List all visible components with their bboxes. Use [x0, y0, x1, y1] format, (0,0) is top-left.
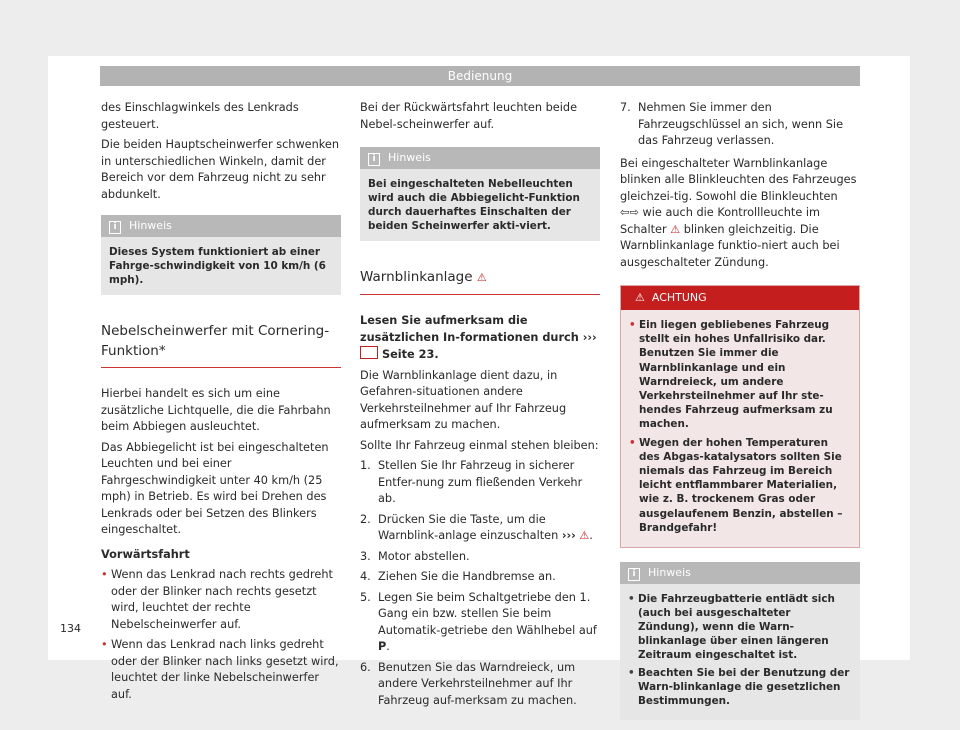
- turn-signal-icon: ⇦⇨: [620, 206, 639, 219]
- column-1: [101, 100, 341, 707]
- note-title: Hinweis: [388, 151, 431, 164]
- paragraph: [620, 156, 860, 272]
- warning-triangle-icon: ⚠: [579, 529, 590, 542]
- list-item: 5. Legen Sie beim Schaltgetriebe den 1. Gang ein bzw. stellen Sie beim Automatik-getriebe den Wählhebel auf P.: [360, 590, 597, 653]
- note-title: Hinweis: [648, 566, 691, 580]
- list-item: [360, 660, 600, 710]
- bullet-item: • Beachten Sie bei der Benutzung der Warn-blinkanlage die gesetzlichen Bestimmungen.: [628, 666, 852, 708]
- step-text: Ziehen Sie die Handbremse an.: [378, 570, 556, 583]
- warning-triangle-icon: ⚠: [476, 271, 487, 284]
- list-item: [360, 549, 600, 566]
- steps-list-continued: [620, 100, 860, 150]
- book-icon: [360, 346, 378, 359]
- paragraph-part: wie auch die Kontrollleuchte im Schalter: [620, 206, 821, 236]
- bullet-item: • Wegen der hohen Temperaturen des Abgas-katalysators sollten Sie niemals das Fahrzeug im Bereich leicht entflammbarer Materialien, wie z. B. trockenem Gras oder ausgelaufenem Benzin, abstellen – Brandgefahr!: [629, 436, 851, 535]
- list-item: [360, 569, 600, 586]
- paragraph: Die Warnblinkanlage dient dazu, in Gefahren-situationen andere Verkehrsteilnehmer auf Ihr Fahrzeug aufmerksam zu machen.: [360, 368, 567, 431]
- chevron-right-icon: ›››: [561, 529, 576, 542]
- paragraph: Sollte Ihr Fahrzeug einmal stehen bleiben:: [360, 438, 599, 452]
- step-text: Legen Sie beim Schaltgetriebe den 1. Gang ein bzw. stellen Sie beim Automatik-getriebe den Wählhebel auf: [378, 590, 597, 637]
- list-item: 2. Drücken Sie die Taste, um die Warnblink-anlage einzuschalten ››› ⚠.: [360, 512, 593, 542]
- chevron-right-icon: ›››: [582, 330, 597, 344]
- note-header: [101, 215, 341, 237]
- warning-box: [620, 285, 860, 548]
- note-header: [620, 562, 860, 584]
- paragraph: Die beiden Hauptscheinwerfer schwenken in unterschiedlichen Winkeln, damit der Bereich vor dem Fahrzeug nicht zu sehr abdunkelt.: [101, 138, 340, 201]
- paragraph: Hierbei handelt es sich um eine zusätzliche Lichtquelle, die die Fahrbahn beim Abbiegen ausleuchtet.: [101, 387, 331, 433]
- note-header: [360, 147, 600, 169]
- column-3: [620, 100, 860, 730]
- column-2: [360, 100, 600, 713]
- note-box: [101, 215, 341, 295]
- page-header: Bedienung: [100, 66, 860, 86]
- step-text: Benutzen Sie das Warndreieck, um andere Verkehrsteilnehmer auf Ihr Fahrzeug auf-merksam zu machen.: [378, 660, 577, 707]
- lead-text: [360, 313, 600, 364]
- lead-text-body: Lesen Sie aufmerksam die zusätzlichen In-formationen durch: [360, 314, 579, 344]
- warning-header: [621, 286, 859, 310]
- step-text: Motor abstellen.: [378, 549, 470, 563]
- step-number: 7.: [620, 101, 631, 114]
- paragraph-part: Bei eingeschalteter Warnblinkanlage blinken alle Blinkleuchten des Fahrzeuges gleichzei-tig. Sowohl die Blinkleuchten: [620, 156, 857, 203]
- section-title: Nebelscheinwerfer mit Cornering-Funktion*: [101, 321, 341, 368]
- bullet-item: • Die Fahrzeugbatterie entlädt sich (auch bei ausgeschalteter Zündung), wenn die Warn-blinkanlage über einen längeren Zeitraum eingeschaltet ist.: [628, 592, 852, 662]
- note-text: [620, 584, 860, 720]
- page-reference-link[interactable]: Seite 23.: [381, 348, 439, 361]
- gear-position: P: [378, 640, 387, 653]
- paragraph: Das Abbiegelicht ist bei eingeschalteten Leuchten und bei einer Fahrgeschwindigkeit unter 40 km/h (25 mph) in Betrieb. Es wird bei Drehen des Lenkrads oder bei Setzen des Blinkers eingeschaltet.: [101, 440, 329, 536]
- warning-title: ACHTUNG: [651, 291, 707, 304]
- paragraph-part: blinken gleichzeitig. Die Warnblinkanlage funktio-niert auch bei ausgeschalteter Zündung.: [620, 222, 840, 269]
- bullet-item: • Wenn das Lenkrad nach rechts gedreht oder der Blinker nach rechts gesetzt wird, leuchtet der rechte Nebelscheinwerfer auf.: [101, 567, 341, 633]
- note-title: Hinweis: [129, 219, 172, 232]
- warning-text: [621, 310, 859, 547]
- step-text: Nehmen Sie immer den Fahrzeugschlüssel an sich, wenn Sie das Fahrzeug verlassen.: [638, 101, 844, 147]
- list-item: [360, 458, 600, 508]
- section-title: [360, 267, 600, 295]
- paragraph: Bei der Rückwärtsfahrt leuchten beide Nebel-scheinwerfer auf.: [360, 101, 578, 131]
- info-icon: i: [368, 153, 380, 166]
- list-item: [620, 100, 860, 150]
- paragraph: des Einschlagwinkels des Lenkrads gesteuert.: [101, 101, 299, 131]
- steps-list: [360, 458, 600, 709]
- step-text: Drücken Sie die Taste, um die Warnblink-anlage einzuschalten: [378, 512, 559, 542]
- note-box: [620, 562, 860, 720]
- section-title-text: Warnblinkanlage: [360, 269, 473, 285]
- bullet-item: • Wenn das Lenkrad nach links gedreht oder der Blinker nach links gesetzt wird, leuchtet der linke Nebelscheinwerfer auf.: [101, 637, 341, 703]
- bullet-item: • Ein liegen gebliebenes Fahrzeug stellt ein hohes Unfallrisiko dar. Benutzen Sie immer die Warnblinkanlage und ein Warndreieck, um andere Verkehrsteilnehmer auf Ihr ste-hendes Fahrzeug aufmerksam zu machen.: [629, 318, 851, 432]
- info-icon: i: [109, 221, 121, 234]
- step-text: Stellen Sie Ihr Fahrzeug in sicherer Entfer-nung zum fließenden Verkehr ab.: [378, 459, 583, 505]
- note-text: Dieses System funktioniert ab einer Fahrge-schwindigkeit von 10 km/h (6 mph).: [109, 246, 326, 286]
- note-box: [360, 147, 600, 241]
- page-number: 134: [60, 622, 81, 635]
- step-number: 4.: [360, 570, 371, 583]
- step-number: 6.: [360, 660, 371, 674]
- step-number: 3.: [360, 549, 371, 563]
- step-number: 5.: [360, 590, 371, 604]
- step-number: 1.: [360, 459, 371, 472]
- warning-triangle-icon: ⚠: [635, 291, 645, 304]
- info-icon: i: [628, 568, 640, 581]
- step-number: 2.: [360, 512, 371, 526]
- note-text: Bei eingeschalteten Nebelleuchten wird auch die Abbiegelicht-Funktion durch dauerhaftes Einschalten der beiden Scheinwerfer akti-viert.: [368, 178, 580, 232]
- subheading: Vorwärtsfahrt: [101, 547, 190, 561]
- warning-triangle-icon: ⚠: [670, 222, 681, 236]
